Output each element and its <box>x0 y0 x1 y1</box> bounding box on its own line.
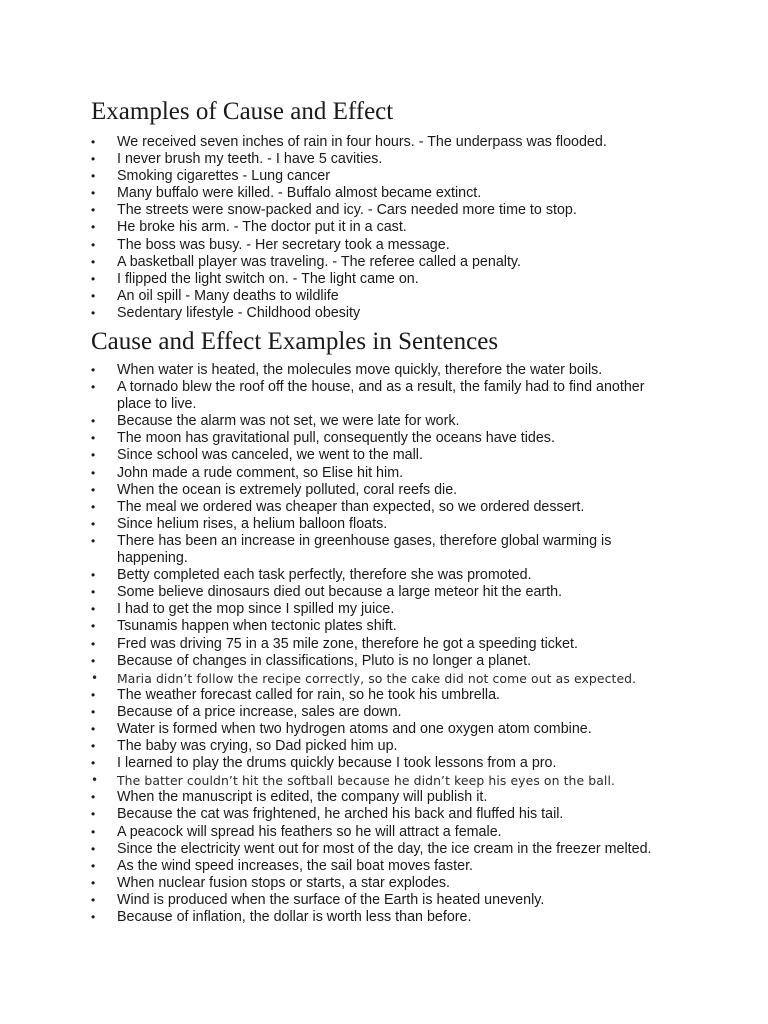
list-item: • John made a rude comment, so Elise hit him. <box>0 465 768 482</box>
list-item: • When nuclear fusion stops or starts, a star explodes. <box>0 875 768 892</box>
list-item: • The baby was crying, so Dad picked him up. <box>0 738 768 755</box>
list-item: • Because the cat was frightened, he arched his back and fluffed his tail. <box>0 806 768 823</box>
list-item: • An oil spill - Many deaths to wildlife <box>0 288 768 305</box>
list-item: • Since helium rises, a helium balloon floats. <box>0 516 768 533</box>
list-item: • Many buffalo were killed. - Buffalo almost became extinct. <box>0 185 768 202</box>
list-item: • The boss was busy. - Her secretary took a message. <box>0 237 768 254</box>
examples-list <box>0 134 768 322</box>
list-item: • A basketball player was traveling. - The referee called a penalty. <box>0 254 768 271</box>
list-item: • I flipped the light switch on. - The light came on. <box>0 271 768 288</box>
list-item: • Wind is produced when the surface of the Earth is heated unevenly. <box>0 892 768 909</box>
list-item: • Betty completed each task perfectly, therefore she was promoted. <box>0 567 768 584</box>
sentences-list <box>0 362 768 926</box>
list-item: • The batter couldn’t hit the softball because he didn’t keep his eyes on the ball. <box>0 772 768 789</box>
list-item: • I never brush my teeth. - I have 5 cavities. <box>0 151 768 168</box>
section-heading-examples: Examples of Cause and Effect <box>91 98 394 125</box>
list-item: • The meal we ordered was cheaper than expected, so we ordered dessert. <box>0 499 768 516</box>
list-item: • The moon has gravitational pull, consequently the oceans have tides. <box>0 430 768 447</box>
list-item: • There has been an increase in greenhouse gases, therefore global warming is happening. <box>0 533 768 567</box>
list-item: • A peacock will spread his feathers so he will attract a female. <box>0 824 768 841</box>
list-item: • Since the electricity went out for most of the day, the ice cream in the freezer melted. <box>0 841 768 858</box>
list-item: • Because of changes in classifications, Pluto is no longer a planet. <box>0 653 768 670</box>
list-item: • When the manuscript is edited, the company will publish it. <box>0 789 768 806</box>
list-item: • Since school was canceled, we went to the mall. <box>0 447 768 464</box>
list-item: • Some believe dinosaurs died out because a large meteor hit the earth. <box>0 584 768 601</box>
list-item: • Because of inflation, the dollar is worth less than before. <box>0 909 768 926</box>
list-item: • Maria didn’t follow the recipe correctly, so the cake did not come out as expected. <box>0 670 768 687</box>
list-item: • Sedentary lifestyle - Childhood obesity <box>0 305 768 322</box>
list-item: • Fred was driving 75 in a 35 mile zone, therefore he got a speeding ticket. <box>0 636 768 653</box>
list-item: • He broke his arm. - The doctor put it in a cast. <box>0 219 768 236</box>
list-item: • A tornado blew the roof off the house, and as a result, the family had to find another place to live. <box>0 379 768 413</box>
list-item: • The weather forecast called for rain, so he took his umbrella. <box>0 687 768 704</box>
list-item: • Tsunamis happen when tectonic plates shift. <box>0 618 768 635</box>
list-item: • Water is formed when two hydrogen atoms and one oxygen atom combine. <box>0 721 768 738</box>
list-item: • I learned to play the drums quickly because I took lessons from a pro. <box>0 755 768 772</box>
list-item: • Because of a price increase, sales are down. <box>0 704 768 721</box>
list-item: • When water is heated, the molecules move quickly, therefore the water boils. <box>0 362 768 379</box>
list-item: • Because the alarm was not set, we were late for work. <box>0 413 768 430</box>
list-item: • I had to get the mop since I spilled my juice. <box>0 601 768 618</box>
list-item: • The streets were snow-packed and icy. - Cars needed more time to stop. <box>0 202 768 219</box>
list-item: • As the wind speed increases, the sail boat moves faster. <box>0 858 768 875</box>
list-item: • When the ocean is extremely polluted, coral reefs die. <box>0 482 768 499</box>
section-heading-sentences: Cause and Effect Examples in Sentences <box>91 328 499 355</box>
list-item: • Smoking cigarettes - Lung cancer <box>0 168 768 185</box>
list-item: • We received seven inches of rain in four hours. - The underpass was flooded. <box>0 134 768 151</box>
